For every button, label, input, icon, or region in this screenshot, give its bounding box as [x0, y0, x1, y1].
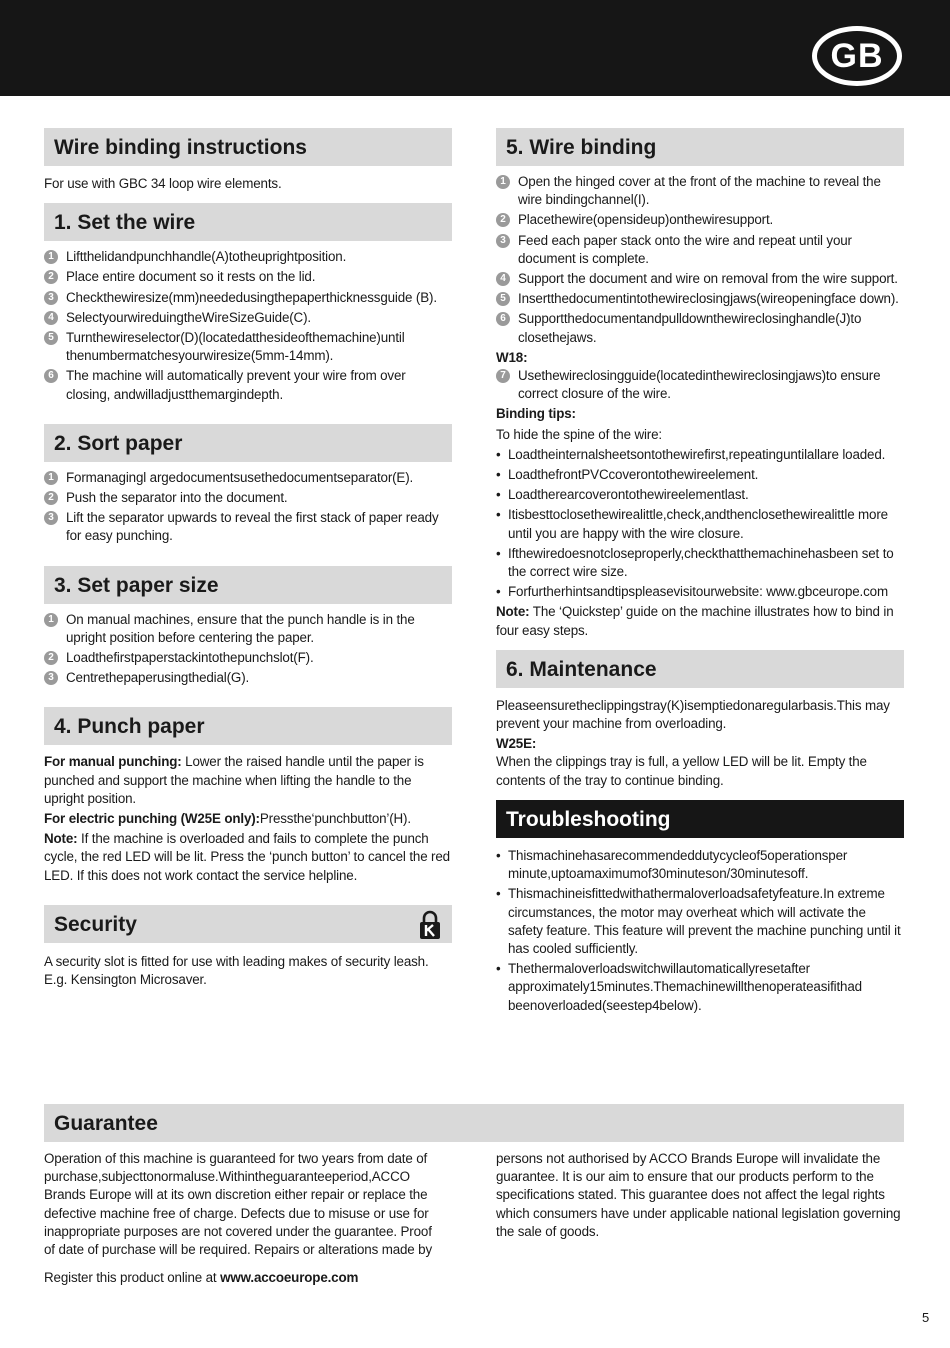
- list-item: [496, 446, 904, 464]
- punch-electric-label: For electric punching (W25E only):: [44, 811, 260, 827]
- step-number-icon: 1: [44, 471, 58, 485]
- list-item-text: Forfurtherhintsandtipspleasevisitourwebsite: www.gbceurope.com: [508, 584, 888, 600]
- troubleshooting-list: [496, 847, 904, 1015]
- step-text: Formanagingl argedocumentsusethedocumentseparator(E).: [66, 469, 414, 485]
- list-item-text: Thismachineisfittedwithathermaloverloadsafetyfeature.In extreme circumstances, the motor may overheat which will activate the safety feature. This feature will prevent the machine punching until it has cooled sufficiently.: [508, 886, 901, 956]
- step-number-icon: 3: [44, 671, 58, 685]
- step-item: [44, 289, 452, 307]
- punch-note-paragraph: [44, 830, 452, 885]
- list-item: [496, 847, 904, 883]
- step-number-icon: 5: [496, 292, 510, 306]
- punch-manual-paragraph: [44, 753, 452, 808]
- punch-electric-paragraph: [44, 810, 452, 828]
- wire-binding-steps: [496, 173, 904, 347]
- step-item: [496, 173, 904, 209]
- step-text: Open the hinged cover at the front of the machine to reveal the wire bindingchannel(I).: [518, 174, 881, 208]
- w18-steps: [496, 367, 904, 403]
- list-item: [496, 466, 904, 484]
- register-text: Register this product online at: [44, 1270, 221, 1285]
- page-number: 5: [922, 1310, 930, 1325]
- step-number-icon: 7: [496, 369, 510, 383]
- set-wire-heading: 1. Set the wire: [44, 203, 452, 241]
- step-item: [44, 489, 452, 507]
- binding-tips-list: [496, 446, 904, 602]
- sort-paper-heading: 2. Sort paper: [44, 424, 452, 462]
- list-item-text: Itisbesttoclosethewirealittle,check,andthenclosethewirealittle more until you are happy with the wire closure.: [508, 507, 888, 541]
- step-number-icon: 6: [44, 369, 58, 383]
- guarantee-heading: Guarantee: [44, 1104, 904, 1142]
- list-item-text: Ifthewiredoesnotcloseproperly,checkthatthemachinehasbeen set to the correct wire size.: [508, 545, 894, 580]
- list-item: [496, 960, 904, 1015]
- list-item: [496, 545, 904, 581]
- step-number-icon: 3: [44, 511, 58, 525]
- step-text: Lift the separator upwards to reveal the first stack of paper ready for easy punching.: [66, 510, 439, 544]
- step-item: [44, 669, 452, 687]
- punch-note-text: If the machine is overloaded and fails to complete the punch cycle, the red LED will be lit. Press the ‘punch button’ to cancel the red LED. If this does not work contact the service helpline.: [44, 831, 450, 883]
- security-text: A security slot is fitted for use with leading makes of security leash. E.g. Kensington Microsaver.: [44, 953, 429, 988]
- bullet-icon: •: [496, 487, 501, 503]
- step-text: Support the document and wire on removal from the wire support.: [518, 271, 898, 287]
- list-item: [496, 583, 904, 601]
- binding-tips-label: Binding tips:: [496, 406, 576, 422]
- step-item: [496, 310, 904, 346]
- w25e-label: W25E:: [496, 736, 537, 752]
- punch-manual-text: Lower the raised handle until the paper is punched and support the machine when lifting the handle to the upright position.: [44, 754, 424, 806]
- binding-note-paragraph: [496, 603, 904, 639]
- list-item-text: Thismachinehasarecommendeddutycycleof5operationsper minute,uptoamaximumof30minuteson/30minutesoff.: [508, 847, 848, 882]
- step-number-icon: 5: [44, 331, 58, 345]
- step-text: Loadthefirstpaperstackintothepunchslot(F).: [66, 650, 314, 666]
- top-banner: [0, 0, 950, 96]
- step-item: [44, 509, 452, 545]
- step-item: [44, 248, 452, 266]
- binding-tips-intro: To hide the spine of the wire:: [496, 426, 662, 442]
- binding-note-label: Note:: [496, 604, 530, 620]
- left-column: [44, 128, 452, 989]
- w25e-text: When the clippings tray is full, a yellow LED will be lit. Empty the contents of the tray to continue binding.: [496, 754, 867, 788]
- step-text: Checkthewiresize(mm)neededusingthepaperthicknessguide (B).: [66, 289, 437, 305]
- w18-label: W18:: [496, 349, 528, 365]
- troubleshooting-heading: Troubleshooting: [496, 800, 904, 838]
- step-number-icon: 4: [44, 311, 58, 325]
- step-text: SelectyourwireduingtheWireSizeGuide(C).: [66, 309, 311, 325]
- register-line: [44, 1269, 464, 1287]
- sort-paper-steps: [44, 469, 452, 546]
- list-item: [496, 885, 904, 958]
- punch-electric-text: Pressthe‘punchbutton’(H).: [259, 811, 411, 827]
- step-text: Feed each paper stack onto the wire and repeat until your document is complete.: [518, 232, 852, 266]
- step-text: Insertthedocumentintothewireclosingjaws(wireopeningface down).: [518, 291, 899, 307]
- step-item: [44, 469, 452, 487]
- guarantee-text-right: persons not authorised by ACCO Brands Europe will invalidate the guarantee. It is our aim to ensure that our products perform to the specifications stated. This guarantee does not affect the legal rights which consumers have under applicable national legislation governing the sale of goods.: [496, 1151, 901, 1239]
- set-paper-size-steps: [44, 611, 452, 688]
- list-item-text: Loadtheinternalsheetsontothewirefirst,repeatinguntilallare loaded.: [508, 446, 886, 462]
- step-item: [44, 268, 452, 286]
- step-item: [44, 611, 452, 647]
- step-text: The machine will automatically prevent your wire from over closing, andwilladjustthemargindepth.: [66, 368, 406, 402]
- bullet-icon: •: [496, 446, 501, 462]
- bullet-icon: •: [496, 961, 501, 977]
- step-text: Centrethepaperusingthedial(G).: [66, 670, 250, 686]
- step-number-icon: 1: [496, 175, 510, 189]
- step-number-icon: 2: [44, 651, 58, 665]
- maintenance-text: Pleaseensuretheclippingstray(K)isemptiedonaregularbasis.This may prevent your machine from overloading.: [496, 697, 890, 732]
- wire-binding-instructions-heading: Wire binding instructions: [44, 128, 452, 166]
- step-number-icon: 6: [496, 312, 510, 326]
- step-item: [44, 367, 452, 403]
- step-item: [44, 649, 452, 667]
- step-item: [44, 329, 452, 365]
- guarantee-text-left: Operation of this machine is guaranteed for two years from date of purchase,subjecttonormaluse.Withintheguaranteeperiod,ACCO Brands Europe will at its own discretion either repair or replace the defective machine free of charge. Defects due to misuse or use for inappropriate purposes are not covered under the guarantee. Proof of date of purchase will be required. Repairs or alterations made by: [44, 1151, 433, 1258]
- step-item: [496, 232, 904, 268]
- bullet-icon: •: [496, 507, 501, 523]
- step-number-icon: 3: [496, 234, 510, 248]
- step-number-icon: 1: [44, 613, 58, 627]
- maintenance-heading: 6. Maintenance: [496, 650, 904, 688]
- list-item-text: Thethermaloverloadswitchwillautomaticallyresetafter approximately15minutes.Themachinewillthenoperateasifithad beenoverloaded(seestep4below).: [508, 961, 862, 1013]
- list-item: [496, 506, 904, 542]
- bullet-icon: •: [496, 584, 501, 600]
- list-item-text: Loadtherearcoverontothewireelementlast.: [508, 487, 749, 503]
- intro-text: For use with GBC 34 loop wire elements.: [44, 176, 282, 191]
- step-item: [496, 290, 904, 308]
- step-item: [496, 211, 904, 229]
- punch-paper-heading: 4. Punch paper: [44, 707, 452, 745]
- right-column: [496, 128, 904, 1015]
- step-text: Liftthelidandpunchhandle(A)totheuprightposition.: [66, 249, 347, 265]
- list-item-text: LoadthefrontPVCcoverontothewireelement.: [508, 467, 759, 483]
- step-number-icon: 4: [496, 272, 510, 286]
- list-item: [496, 486, 904, 504]
- kensington-lock-icon: [418, 910, 442, 940]
- step-text: Turnthewireselector(D)(locatedatthesideofthemachine)until thenumbermatchesyourwiresize(5mm-14mm).: [66, 330, 405, 364]
- step-number-icon: 2: [44, 491, 58, 505]
- security-heading: [44, 905, 452, 943]
- step-text: On manual machines, ensure that the punch handle is in the upright position before centering the paper.: [66, 611, 415, 645]
- bullet-icon: •: [496, 847, 501, 863]
- step-text: Place entire document so it rests on the lid.: [66, 269, 316, 285]
- bullet-icon: •: [496, 467, 501, 483]
- wire-binding-heading: 5. Wire binding: [496, 128, 904, 166]
- step-number-icon: 3: [44, 291, 58, 305]
- binding-note-text: The ‘Quickstep’ guide on the machine illustrates how to bind in four easy steps.: [496, 604, 894, 638]
- step-item: [496, 270, 904, 288]
- security-heading-text: Security: [54, 912, 137, 936]
- step-text: Usethewireclosingguide(locatedinthewireclosingjaws)to ensure correct closure of the wire.: [518, 368, 881, 402]
- punch-manual-label: For manual punching:: [44, 754, 182, 770]
- step-number-icon: 2: [496, 213, 510, 227]
- step-number-icon: 1: [44, 250, 58, 264]
- step-text: Push the separator into the document.: [66, 490, 288, 506]
- step-number-icon: 2: [44, 270, 58, 284]
- step-item: [496, 367, 904, 403]
- punch-note-label: Note:: [44, 831, 78, 847]
- bullet-icon: •: [496, 886, 501, 902]
- set-wire-steps: [44, 248, 452, 404]
- gb-country-badge: GB: [812, 26, 902, 86]
- step-text: Placethewire(opensideup)onthewiresupport.: [518, 212, 774, 228]
- bullet-icon: •: [496, 545, 501, 561]
- step-text: Supportthedocumentandpulldownthewireclosinghandle(J)to closethejaws.: [518, 311, 862, 345]
- register-link[interactable]: www.accoeurope.com: [220, 1270, 359, 1285]
- step-item: [44, 309, 452, 327]
- set-paper-size-heading: 3. Set paper size: [44, 566, 452, 604]
